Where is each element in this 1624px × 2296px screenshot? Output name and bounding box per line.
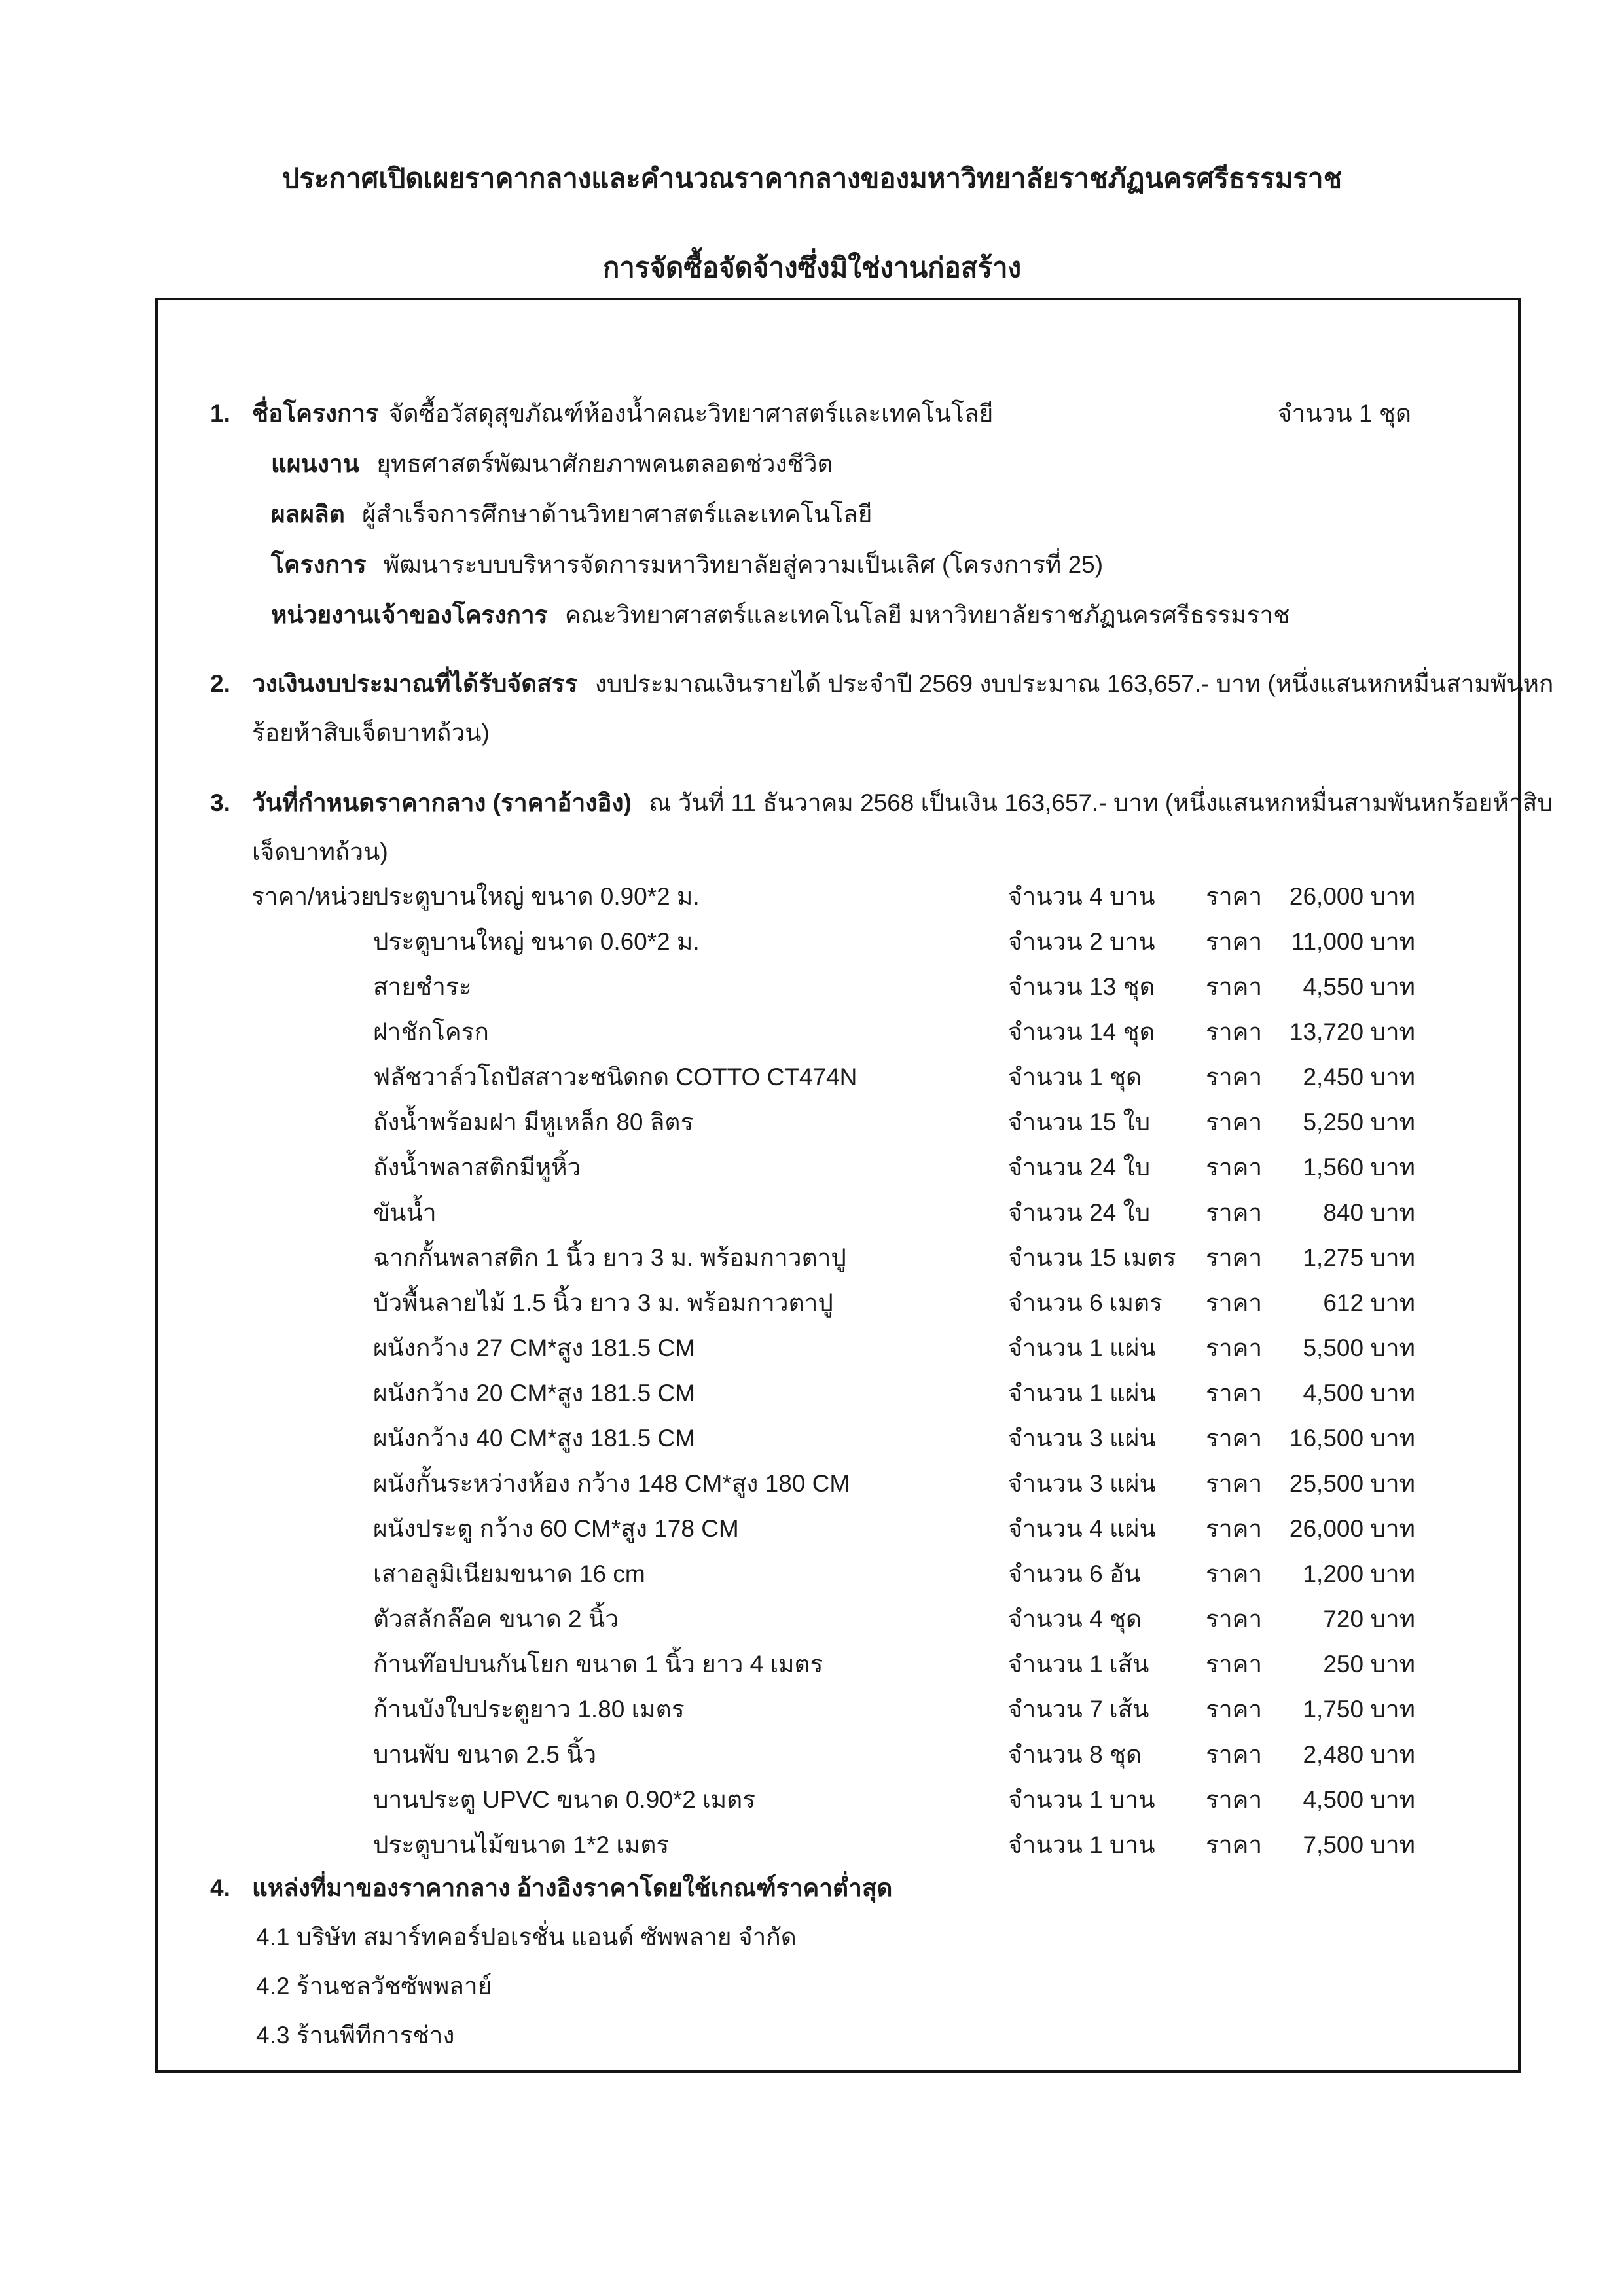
price-row-prefix-label bbox=[251, 1325, 373, 1371]
price-row-price-value: 7,500 บาท bbox=[1303, 1831, 1415, 1858]
subitem-output-text: ผู้สำเร็จการศึกษาด้านวิทยาศาสตร์และเทคโนโลยี bbox=[362, 501, 873, 528]
price-table-row bbox=[158, 1687, 1518, 1732]
price-row-prefix-label bbox=[251, 1777, 373, 1822]
price-row-item-name: ผนังประตู กว้าง 60 CM*สูง 178 CM bbox=[373, 1515, 739, 1542]
price-row-item-name: ผนังกั้นระหว่างห้อง กว้าง 148 CM*สูง 180 CM bbox=[373, 1470, 850, 1497]
price-row-item-name: บานประตู UPVC ขนาด 0.90*2 เมตร bbox=[373, 1786, 756, 1813]
price-row-item-name: ก้านท๊อปบนกันโยก ขนาด 1 นิ้ว ยาว 4 เมตร bbox=[373, 1651, 823, 1677]
price-row-quantity: จำนวน 1 บาน bbox=[1008, 1831, 1155, 1858]
price-table-row bbox=[158, 1416, 1518, 1461]
subitem-plan-label: แผนงาน bbox=[271, 450, 359, 477]
price-row-price-label: ราคา bbox=[1206, 1696, 1263, 1723]
subitem-agency-text: คณะวิทยาศาสตร์และเทคโนโลยี มหาวิทยาลัยราชภัฏนครศรีธรรมราช bbox=[564, 601, 1290, 628]
price-row-price-value: 612 บาท bbox=[1323, 1289, 1415, 1316]
price-table-row bbox=[158, 964, 1518, 1009]
price-row-quantity: จำนวน 7 เส้น bbox=[1008, 1696, 1149, 1723]
price-row-quantity: จำนวน 8 ชุด bbox=[1008, 1741, 1142, 1768]
document-title-line2: การจัดซื้อจัดจ้างซึ่งมิใช่งานก่อสร้าง bbox=[602, 252, 1022, 283]
price-row-quantity: จำนวน 4 บาน bbox=[1008, 883, 1155, 910]
section1-subitem-agency bbox=[271, 599, 1518, 632]
section1-subitem-project bbox=[271, 548, 1518, 581]
subitem-plan-text: ยุทธศาสตร์พัฒนาศักยภาพคนตลอดช่วงชีวิต bbox=[376, 450, 833, 477]
price-row-quantity: จำนวน 6 เมตร bbox=[1008, 1289, 1163, 1316]
price-row-prefix-label bbox=[251, 1551, 373, 1596]
price-row-quantity: จำนวน 1 แผ่น bbox=[1008, 1335, 1156, 1361]
section3-line2: เจ็ดบาทถ้วน) bbox=[252, 838, 388, 865]
price-row-quantity: จำนวน 24 ใบ bbox=[1008, 1154, 1151, 1181]
section3-line1 bbox=[252, 787, 1553, 819]
price-row-item-name: บัวพื้นลายไม้ 1.5 นิ้ว ยาว 3 ม. พร้อมกาวตาปู bbox=[373, 1289, 833, 1316]
price-table-row bbox=[158, 1777, 1518, 1822]
section3-number: 3. bbox=[210, 789, 230, 816]
price-table-row bbox=[158, 1009, 1518, 1054]
price-table-row bbox=[158, 1190, 1518, 1235]
price-row-price-label: ราคา bbox=[1206, 1064, 1263, 1090]
section4-number: 4. bbox=[210, 1874, 230, 1901]
price-row-quantity: จำนวน 14 ชุด bbox=[1008, 1018, 1155, 1045]
price-row-item-name: ประตูบานไม้ขนาด 1*2 เมตร bbox=[373, 1831, 670, 1858]
price-row-price-value: 26,000 บาท bbox=[1289, 883, 1415, 910]
price-table-row bbox=[158, 1596, 1518, 1641]
section3-body bbox=[252, 787, 1553, 869]
price-row-price-label: ราคา bbox=[1206, 973, 1263, 1000]
price-row-quantity: จำนวน 15 ใบ bbox=[1008, 1109, 1151, 1136]
price-table-row bbox=[158, 1100, 1518, 1145]
price-row-item-name: เสาอลูมิเนียมขนาด 16 cm bbox=[373, 1560, 645, 1587]
price-row-item-name: ฝาชักโครก bbox=[373, 1018, 489, 1045]
price-table-row bbox=[158, 1054, 1518, 1100]
price-table-row bbox=[158, 1371, 1518, 1416]
price-row-prefix-label bbox=[251, 964, 373, 1009]
price-row-prefix-label bbox=[251, 1506, 373, 1551]
price-row-price-value: 1,200 บาท bbox=[1303, 1560, 1415, 1587]
price-row-price-value: 1,750 บาท bbox=[1303, 1696, 1415, 1723]
price-row-price-label: ราคา bbox=[1206, 1199, 1263, 1226]
price-row-prefix-label bbox=[251, 1009, 373, 1054]
price-row-price-value: 250 บาท bbox=[1323, 1651, 1415, 1677]
section1-text: จัดซื้อวัสดุสุขภัณฑ์ห้องน้ำคณะวิทยาศาสตร์และเทคโนโลยี bbox=[388, 400, 994, 427]
price-row-price-value: 4,500 บาท bbox=[1303, 1380, 1415, 1407]
price-row-prefix-label bbox=[251, 1641, 373, 1687]
price-table-row bbox=[158, 1461, 1518, 1506]
price-row-price-label: ราคา bbox=[1206, 928, 1263, 955]
price-row-quantity: จำนวน 6 อัน bbox=[1008, 1560, 1141, 1587]
price-row-quantity: จำนวน 4 ชุด bbox=[1008, 1605, 1142, 1632]
price-row-price-value: 1,275 บาท bbox=[1303, 1244, 1415, 1271]
subitem-project-text: พัฒนาระบบบริหารจัดการมหาวิทยาลัยสู่ความเป็นเลิศ (โครงการที่ 25) bbox=[383, 551, 1104, 578]
vendor-item-1: 4.1 บริษัท สมาร์ทคอร์ปอเรชั่น แอนด์ ซัพพลาย จำกัด bbox=[256, 1924, 797, 1950]
section1-subitem-plan bbox=[271, 448, 1518, 480]
price-row-item-name: ฟลัชวาล์วโถปัสสาวะชนิดกด COTTO CT474N bbox=[373, 1064, 857, 1090]
section-price-source bbox=[158, 1872, 1518, 1905]
section1-number: 1. bbox=[210, 400, 230, 427]
price-row-price-value: 840 บาท bbox=[1323, 1199, 1415, 1226]
price-row-quantity: จำนวน 4 แผ่น bbox=[1008, 1515, 1156, 1542]
section1-quantity: จำนวน 1 ชุด bbox=[1277, 400, 1411, 427]
price-row-price-label: ราคา bbox=[1206, 1560, 1263, 1587]
section2-number: 2. bbox=[210, 670, 230, 697]
price-row-quantity: จำนวน 15 เมตร bbox=[1008, 1244, 1176, 1271]
price-row-price-value: 25,500 บาท bbox=[1289, 1470, 1415, 1497]
price-row-quantity: จำนวน 1 บาน bbox=[1008, 1786, 1155, 1813]
price-row-quantity: จำนวน 24 ใบ bbox=[1008, 1199, 1151, 1226]
price-row-price-label: ราคา bbox=[1206, 1018, 1263, 1045]
price-row-item-name: ผนังกว้าง 27 CM*สูง 181.5 CM bbox=[373, 1335, 696, 1361]
price-row-item-name: ประตูบานใหญ่ ขนาด 0.90*2 ม. bbox=[373, 883, 700, 910]
price-row-prefix-label bbox=[251, 1145, 373, 1190]
document-title-line1: ประกาศเปิดเผยราคากลางและคำนวณราคากลางของมหาวิทยาลัยราชภัฏนครศรีธรรมราช bbox=[281, 163, 1343, 194]
price-row-item-name: ขันน้ำ bbox=[373, 1199, 437, 1226]
price-row-item-name: ประตูบานใหญ่ ขนาด 0.60*2 ม. bbox=[373, 928, 700, 955]
price-row-prefix-label bbox=[251, 1687, 373, 1732]
price-row-price-value: 4,500 บาท bbox=[1303, 1786, 1415, 1813]
section-budget bbox=[158, 668, 1554, 749]
price-table-row bbox=[158, 1325, 1518, 1371]
price-row-quantity: จำนวน 3 แผ่น bbox=[1008, 1425, 1156, 1452]
vendor-item-2: 4.2 ร้านชลวัชซัพพลาย์ bbox=[256, 1973, 492, 2000]
price-row-price-label: ราคา bbox=[1206, 1289, 1263, 1316]
subitem-project-label: โครงการ bbox=[271, 551, 367, 578]
section3-label: วันที่กำหนดราคากลาง (ราคาอ้างอิง) bbox=[252, 789, 632, 816]
section2-text: งบประมาณเงินรายได้ ประจำปี 2569 งบประมาณ 163,657.- บาท (หนึ่งแสนหกหมื่นสามพันหก bbox=[594, 670, 1554, 697]
price-row-prefix-label bbox=[251, 1461, 373, 1506]
price-row-price-value: 2,450 บาท bbox=[1303, 1064, 1415, 1090]
price-row-price-label: ราคา bbox=[1206, 1515, 1263, 1542]
section2-line1 bbox=[252, 668, 1553, 700]
price-row-item-name: สายชำระ bbox=[373, 973, 472, 1000]
price-row-prefix-label bbox=[251, 1190, 373, 1235]
price-row-price-label: ราคา bbox=[1206, 1786, 1263, 1813]
price-row-price-value: 26,000 บาท bbox=[1289, 1515, 1415, 1542]
section3-text: ณ วันที่ 11 ธันวาคม 2568 เป็นเงิน 163,657.- บาท (หนึ่งแสนหกหมื่นสามพันหกร้อยห้าสิบ bbox=[649, 789, 1553, 816]
section2-label: วงเงินงบประมาณที่ได้รับจัดสรร bbox=[252, 670, 578, 697]
price-table-row bbox=[158, 874, 1518, 919]
price-row-prefix-label bbox=[251, 1416, 373, 1461]
section-reference-price-date bbox=[158, 787, 1553, 869]
price-row-prefix-label bbox=[251, 1280, 373, 1325]
section1-subitem-output bbox=[271, 498, 1518, 531]
price-row-item-name: ถังน้ำพลาสติกมีหูหิ้ว bbox=[373, 1154, 581, 1181]
price-row-price-value: 1,560 บาท bbox=[1303, 1154, 1415, 1181]
price-row-price-label: ราคา bbox=[1206, 1605, 1263, 1632]
price-row-prefix-label bbox=[251, 1596, 373, 1641]
price-row-quantity: จำนวน 1 แผ่น bbox=[1008, 1380, 1156, 1407]
price-table-row bbox=[158, 1641, 1518, 1687]
price-table-row bbox=[158, 1506, 1518, 1551]
price-row-item-name: ก้านบังใบประตูยาว 1.80 เมตร bbox=[373, 1696, 685, 1723]
price-row-item-name: ผนังกว้าง 20 CM*สูง 181.5 CM bbox=[373, 1380, 696, 1407]
price-row-price-label: ราคา bbox=[1206, 1831, 1263, 1858]
price-table-row bbox=[158, 1145, 1518, 1190]
price-row-price-label: ราคา bbox=[1206, 1154, 1263, 1181]
price-row-price-value: 5,500 บาท bbox=[1303, 1335, 1415, 1361]
price-row-quantity: จำนวน 1 เส้น bbox=[1008, 1651, 1149, 1677]
price-row-price-label: ราคา bbox=[1206, 1244, 1263, 1271]
price-row-item-name: ฉากกั้นพลาสติก 1 นิ้ว ยาว 3 ม. พร้อมกาวตาปู bbox=[373, 1244, 846, 1271]
price-row-prefix-label bbox=[251, 1822, 373, 1867]
section2-body bbox=[252, 668, 1553, 749]
price-row-price-label: ราคา bbox=[1206, 1335, 1263, 1361]
price-row-item-name: บานพับ ขนาด 2.5 นิ้ว bbox=[373, 1741, 597, 1768]
price-table-row bbox=[158, 1822, 1518, 1867]
price-row-price-value: 16,500 บาท bbox=[1289, 1425, 1415, 1452]
content-box bbox=[155, 298, 1554, 2073]
price-row-price-value: 2,480 บาท bbox=[1303, 1741, 1415, 1768]
subitem-agency-label: หน่วยงานเจ้าของโครงการ bbox=[271, 601, 548, 628]
section4-heading: แหล่งที่มาของราคากลาง อ้างอิงราคาโดยใช้เกณฑ์ราคาต่ำสุด bbox=[252, 1874, 893, 1901]
price-row-quantity: จำนวน 13 ชุด bbox=[1008, 973, 1155, 1000]
price-row-prefix-label bbox=[251, 1235, 373, 1280]
price-row-price-label: ราคา bbox=[1206, 1109, 1263, 1136]
price-row-quantity: จำนวน 1 ชุด bbox=[1008, 1064, 1142, 1090]
price-row-price-value: 720 บาท bbox=[1323, 1605, 1415, 1632]
price-row-prefix-label bbox=[251, 1100, 373, 1145]
price-row-price-label: ราคา bbox=[1206, 1380, 1263, 1407]
price-row-prefix-label: ราคา/หน่วย bbox=[251, 883, 375, 910]
price-row-quantity: จำนวน 2 บาน bbox=[1008, 928, 1155, 955]
price-row-prefix-label bbox=[251, 1732, 373, 1777]
price-row-item-name: ตัวสลักล๊อค ขนาด 2 นิ้ว bbox=[373, 1605, 619, 1632]
price-row-price-label: ราคา bbox=[1206, 883, 1263, 910]
price-row-prefix-label bbox=[251, 919, 373, 964]
price-row-quantity: จำนวน 3 แผ่น bbox=[1008, 1470, 1156, 1497]
vendor-item-3: 4.3 ร้านพีทีการช่าง bbox=[256, 2022, 455, 2049]
price-table-row bbox=[158, 1280, 1518, 1325]
price-table-row bbox=[158, 919, 1518, 964]
price-row-price-value: 5,250 บาท bbox=[1303, 1109, 1415, 1136]
price-table bbox=[158, 874, 1518, 1867]
price-row-item-name: ผนังกว้าง 40 CM*สูง 181.5 CM bbox=[373, 1425, 696, 1452]
price-row-item-name: ถังน้ำพร้อมฝา มีหูเหล็ก 80 ลิตร bbox=[373, 1109, 694, 1136]
subitem-output-label: ผลผลิต bbox=[271, 501, 345, 528]
price-table-row bbox=[158, 1732, 1518, 1777]
price-table-row bbox=[158, 1235, 1518, 1280]
price-table-row bbox=[158, 1551, 1518, 1596]
price-row-prefix-label bbox=[251, 1054, 373, 1100]
price-row-price-value: 13,720 บาท bbox=[1289, 1018, 1415, 1045]
price-row-price-label: ราคา bbox=[1206, 1425, 1263, 1452]
section2-line2: ร้อยห้าสิบเจ็ดบาทถ้วน) bbox=[252, 719, 490, 746]
price-row-price-label: ราคา bbox=[1206, 1741, 1263, 1768]
section-project-name bbox=[158, 397, 1518, 430]
price-row-price-value: 4,550 บาท bbox=[1303, 973, 1415, 1000]
price-row-price-label: ราคา bbox=[1206, 1651, 1263, 1677]
section1-label: ชื่อโครงการ bbox=[252, 400, 378, 427]
price-row-prefix-label bbox=[251, 1371, 373, 1416]
price-row-price-value: 11,000 บาท bbox=[1291, 928, 1415, 955]
price-row-price-label: ราคา bbox=[1206, 1470, 1263, 1497]
